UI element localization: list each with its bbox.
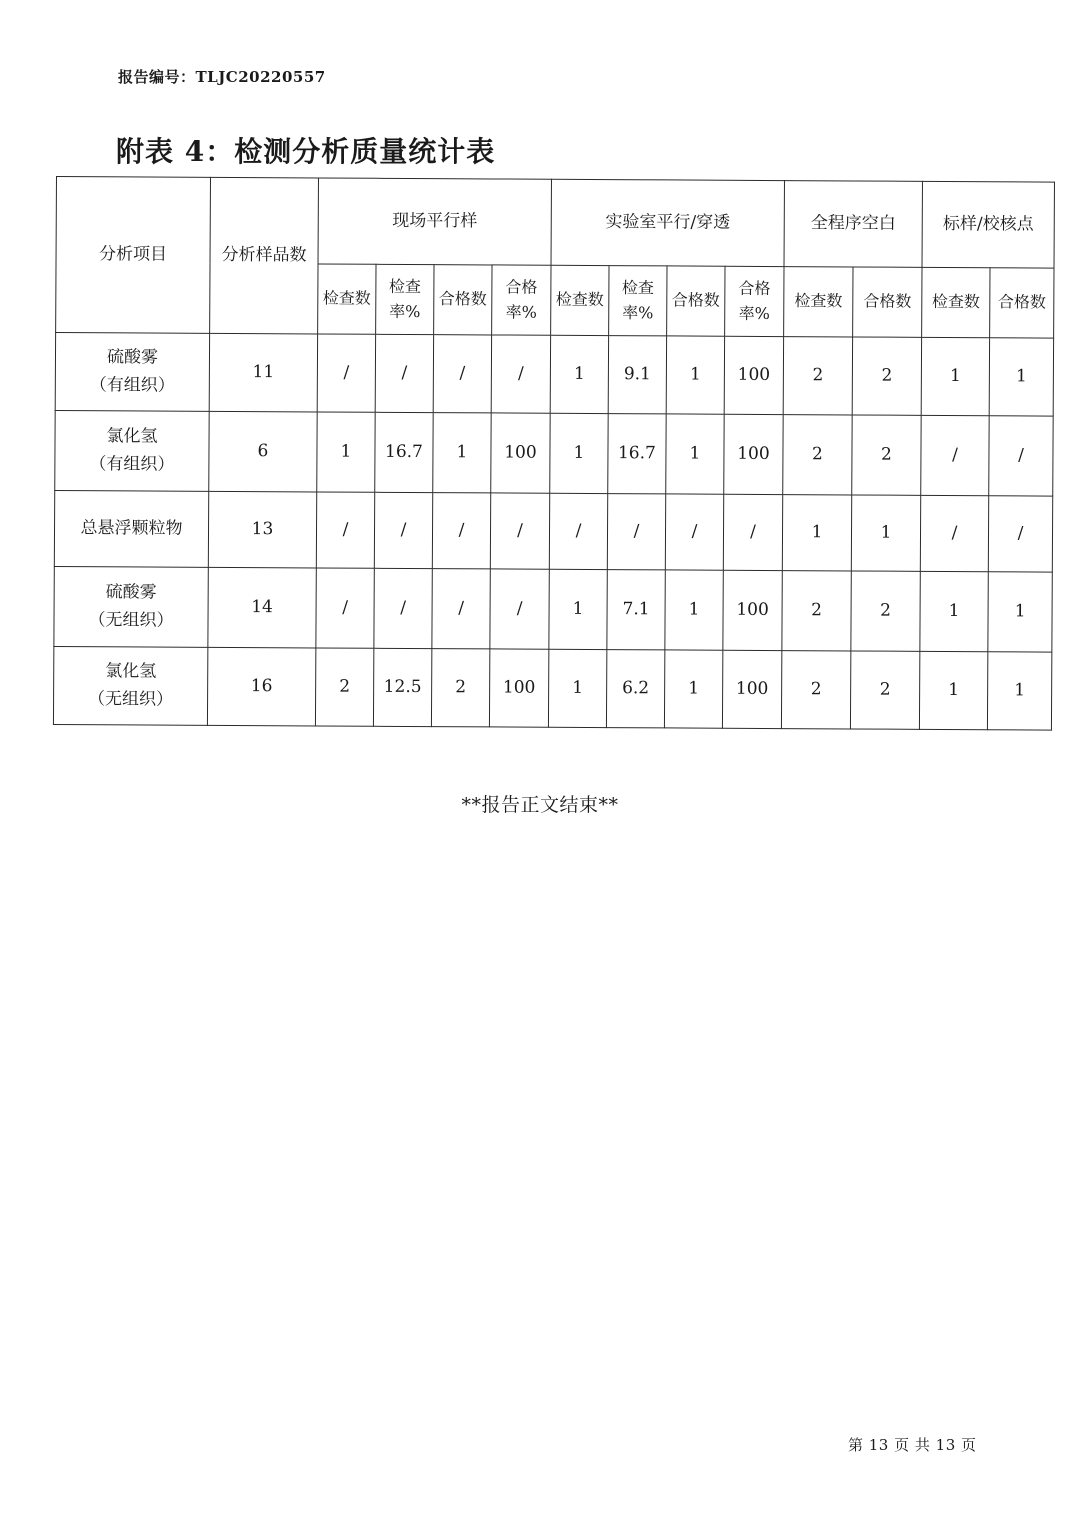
row-cell: /	[549, 493, 607, 569]
row-item-name: 硫酸雾	[105, 582, 157, 603]
row-cell: 100	[722, 650, 781, 728]
row-cell: 2	[315, 648, 373, 726]
row-cell: 2	[782, 571, 851, 651]
subheader-check-rate-line1: 检查	[621, 277, 654, 298]
row-cell: 7.1	[607, 570, 665, 650]
row-cell: 100	[723, 570, 782, 650]
row-cell: 1	[666, 336, 724, 414]
row-cell: /	[491, 335, 550, 413]
report-number: 报告编号：TLJC20220557	[118, 68, 326, 86]
qc-statistics-table	[53, 176, 1055, 731]
row-cell: /	[490, 493, 549, 569]
row-cell: 1	[664, 650, 722, 728]
row-cell: 2	[851, 571, 920, 651]
row-cell: /	[317, 334, 375, 412]
row-item-name: 总悬浮颗粒物	[80, 518, 183, 539]
row-cell: /	[374, 492, 432, 568]
row-cell: /	[607, 494, 665, 570]
row-cell: 1	[919, 651, 987, 729]
subheader-pass-count: 合格数	[990, 268, 1054, 338]
subheader-pass-rate-line1: 合格	[738, 278, 771, 298]
subheader-check-count: 检查数	[922, 267, 990, 337]
row-item-qualifier: （有组织）	[89, 453, 175, 475]
row-item-qualifier: （无组织）	[88, 688, 174, 710]
row-item-name: 硫酸雾	[106, 347, 159, 368]
row-sample-count: 16	[207, 647, 315, 726]
subheader-pass-rate	[492, 265, 551, 335]
row-cell: 2	[783, 415, 852, 495]
row-cell: 2	[852, 415, 921, 495]
row-cell: /	[433, 335, 491, 413]
table-row	[55, 410, 1053, 496]
header-item: 分析项目	[56, 177, 211, 334]
row-item	[54, 490, 208, 567]
header-standard: 标样/校核点	[922, 181, 1054, 268]
table-row	[54, 490, 1052, 572]
subheader-pass-rate	[725, 266, 784, 336]
row-cell: 1	[920, 571, 988, 651]
subheader-check-count: 检查数	[318, 264, 376, 334]
row-cell: /	[375, 334, 433, 412]
row-cell: /	[432, 569, 490, 649]
table-header-row-1	[56, 177, 1055, 269]
row-cell: 1	[988, 572, 1052, 652]
row-cell: 1	[989, 338, 1053, 416]
row-item-name: 氯化氢	[105, 661, 157, 682]
row-cell: 1	[548, 649, 606, 727]
row-cell: 1	[317, 412, 375, 492]
row-cell: 1	[987, 652, 1051, 730]
subheader-check-count: 检查数	[551, 265, 609, 335]
row-cell: 12.5	[373, 648, 431, 726]
subheader-check-rate	[376, 264, 434, 334]
subheader-pass-count: 合格数	[434, 265, 492, 335]
row-cell: 16.7	[375, 412, 433, 492]
row-cell: 1	[921, 337, 989, 415]
row-cell: /	[723, 494, 782, 570]
row-cell: 1	[433, 413, 491, 493]
row-cell: /	[374, 568, 432, 648]
row-item-qualifier: （无组织）	[88, 609, 174, 631]
row-cell: 1	[782, 495, 851, 571]
subheader-pass-count: 合格数	[853, 267, 922, 337]
row-cell: /	[988, 496, 1052, 572]
subheader-pass-rate-line2: 率%	[738, 303, 770, 323]
row-sample-count: 13	[208, 491, 316, 568]
subheader-check-rate-line1: 检查	[388, 276, 421, 296]
row-item	[55, 333, 209, 412]
row-cell: /	[316, 568, 374, 648]
row-cell: 2	[781, 651, 850, 729]
header-lab-parallel: 实验室平行/穿透	[551, 179, 785, 266]
table-row	[54, 566, 1052, 652]
subheader-check-rate-line2: 率%	[622, 302, 654, 322]
page-number: 第 13 页 共 13 页	[848, 1436, 977, 1454]
row-item	[55, 410, 209, 491]
row-cell: 100	[724, 414, 783, 494]
subheader-pass-rate-line2: 率%	[505, 302, 537, 322]
row-item	[53, 646, 207, 725]
row-cell: 100	[491, 413, 550, 493]
table-row	[53, 646, 1051, 730]
subheader-check-rate	[609, 266, 667, 336]
row-cell: 100	[724, 336, 783, 414]
header-field-parallel: 现场平行样	[318, 178, 551, 265]
row-sample-count: 14	[208, 567, 316, 648]
row-cell: /	[665, 494, 723, 570]
row-cell: 1	[665, 570, 723, 650]
row-item	[54, 566, 208, 647]
page-title: 附表 4：检测分析质量统计表	[116, 135, 496, 168]
row-cell: /	[316, 492, 374, 568]
row-cell: 100	[489, 649, 548, 727]
row-cell: 1	[550, 335, 608, 413]
table-row	[55, 333, 1053, 417]
row-cell: 9.1	[608, 336, 666, 414]
row-cell: 1	[550, 413, 608, 493]
table-body	[53, 333, 1053, 731]
row-cell: /	[921, 415, 989, 495]
row-sample-count: 11	[209, 333, 317, 412]
row-item-name: 氯化氢	[106, 426, 158, 447]
row-cell: 1	[666, 414, 724, 494]
header-blank: 全程序空白	[784, 181, 922, 268]
row-cell: 1	[851, 495, 920, 571]
subheader-pass-rate-line1: 合格	[505, 277, 538, 297]
row-cell: 2	[852, 337, 921, 415]
row-cell: 2	[783, 337, 852, 415]
row-cell: 6.2	[606, 650, 664, 728]
row-cell: /	[920, 495, 988, 571]
row-cell: 16.7	[608, 414, 666, 494]
row-item-qualifier: （有组织）	[89, 374, 175, 396]
end-of-report: **报告正文结束**	[461, 794, 619, 816]
row-cell: /	[490, 569, 549, 649]
header-samples: 分析样品数	[210, 177, 319, 334]
row-cell: /	[432, 493, 490, 569]
row-cell: 2	[850, 651, 919, 729]
row-cell: /	[989, 416, 1053, 496]
subheader-check-count: 检查数	[784, 267, 853, 337]
row-cell: 2	[431, 649, 489, 727]
row-sample-count: 6	[209, 411, 317, 492]
row-cell: 1	[549, 569, 607, 649]
subheader-pass-count: 合格数	[667, 266, 725, 336]
subheader-check-rate-line2: 率%	[389, 301, 421, 321]
